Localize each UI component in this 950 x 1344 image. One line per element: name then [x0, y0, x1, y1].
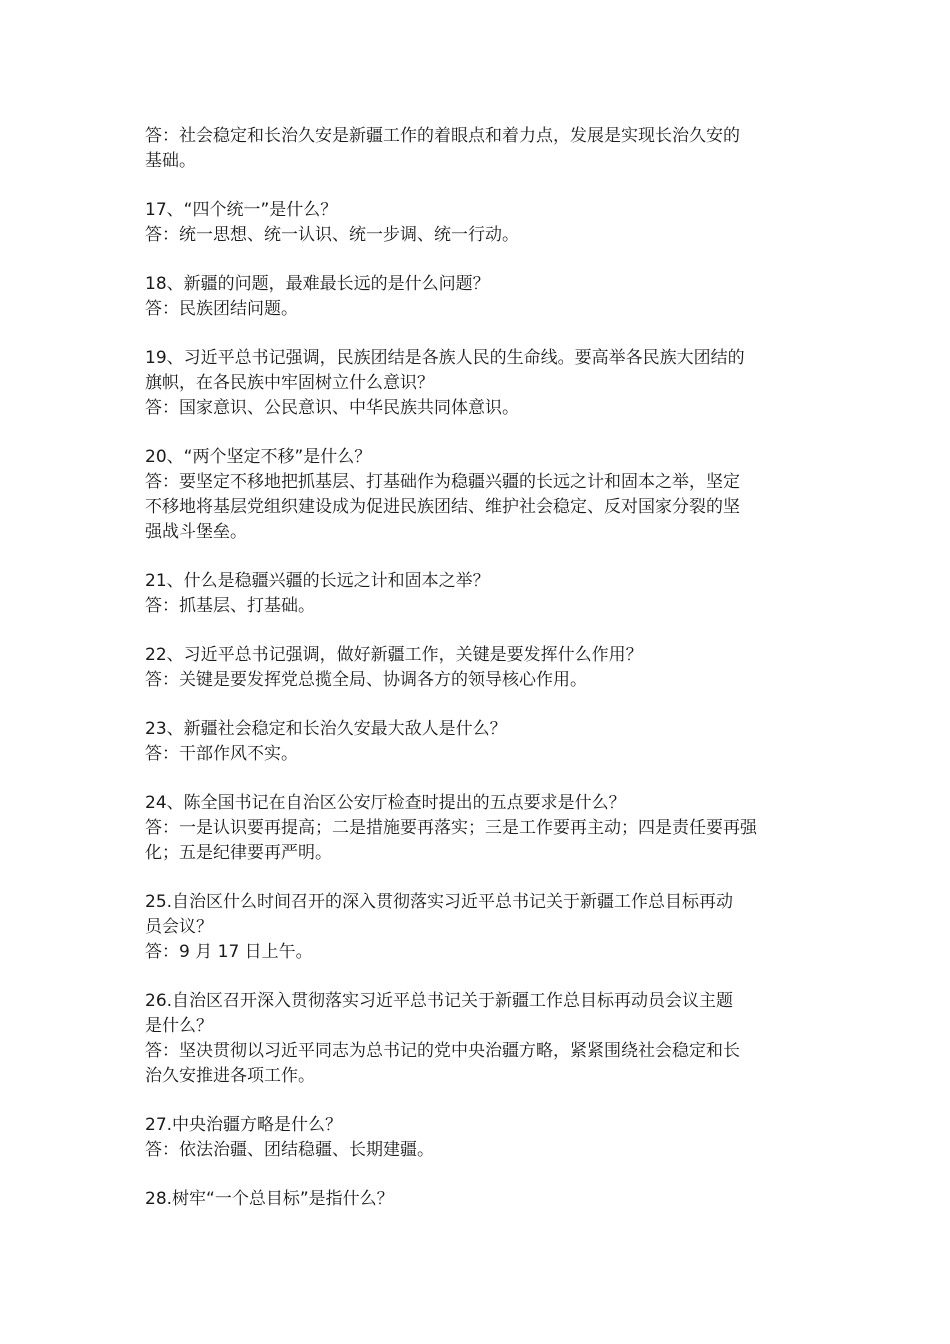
question-26: 26.自治区召开深入贯彻落实习近平总书记关于新疆工作总目标再动员会议主题 — [145, 991, 734, 1011]
document-page — [145, 124, 825, 1236]
answer-23: 答：干部作风不实。 — [145, 744, 298, 764]
qa-19 — [145, 346, 825, 421]
qa-21 — [145, 569, 825, 619]
qa-27 — [145, 1113, 825, 1163]
text-line: 答：社会稳定和长治久安是新疆工作的着眼点和着力点，发展是实现长治久安的 — [145, 126, 740, 146]
answer-20: 强战斗堡垒。 — [145, 522, 247, 542]
answer-21: 答：抓基层、打基础。 — [145, 596, 315, 616]
answer-20: 答：要坚定不移地把抓基层、打基础作为稳疆兴疆的长远之计和固本之举，坚定 — [145, 472, 740, 492]
question-19: 19、习近平总书记强调，民族团结是各族人民的生命线。要高举各民族大团结的 — [145, 348, 745, 368]
question-28: 28.树牢“一个总目标”是指什么？ — [145, 1189, 394, 1209]
question-27: 27.中央治疆方略是什么？ — [145, 1115, 343, 1135]
question-21: 21、什么是稳疆兴疆的长远之计和固本之举？ — [145, 571, 490, 591]
question-25: 员会议？ — [145, 917, 213, 937]
answer-27: 答：依法治疆、团结稳疆、长期建疆。 — [145, 1140, 434, 1160]
question-18: 18、新疆的问题，最难最长远的是什么问题？ — [145, 274, 490, 294]
answer-20: 不移地将基层党组织建设成为促进民族团结、维护社会稳定、反对国家分裂的坚 — [145, 497, 740, 517]
qa-20 — [145, 445, 825, 545]
answer-26: 答：坚决贯彻以习近平同志为总书记的党中央治疆方略，紧紧围绕社会稳定和长 — [145, 1041, 740, 1061]
answer-26: 治久安推进各项工作。 — [145, 1066, 315, 1086]
question-24: 24、陈全国书记在自治区公安厅检查时提出的五点要求是什么？ — [145, 793, 626, 813]
question-19: 旗帜，在各民族中牢固树立什么意识？ — [145, 373, 434, 393]
qa-24 — [145, 791, 825, 866]
text-line: 基础。 — [145, 151, 196, 171]
qa-18 — [145, 272, 825, 322]
question-26: 是什么？ — [145, 1016, 213, 1036]
answer-24: 化；五是纪律要再严明。 — [145, 843, 332, 863]
answer-18: 答：民族团结问题。 — [145, 299, 298, 319]
answer-22: 答：关键是要发挥党总揽全局、协调各方的领导核心作用。 — [145, 670, 587, 690]
qa-25 — [145, 890, 825, 965]
question-23: 23、新疆社会稳定和长治久安最大敌人是什么？ — [145, 719, 507, 739]
qa-23 — [145, 717, 825, 767]
qa-28 — [145, 1187, 825, 1212]
qa-26 — [145, 989, 825, 1089]
answer-17: 答：统一思想、统一认识、统一步调、统一行动。 — [145, 225, 519, 245]
question-25: 25.自治区什么时间召开的深入贯彻落实习近平总书记关于新疆工作总目标再动 — [145, 892, 734, 912]
answer-24: 答：一是认识要再提高；二是措施要再落实；三是工作要再主动；四是责任要再强 — [145, 818, 757, 838]
qa-22 — [145, 643, 825, 693]
question-22: 22、习近平总书记强调，做好新疆工作，关键是要发挥什么作用？ — [145, 645, 643, 665]
answer-19: 答：国家意识、公民意识、中华民族共同体意识。 — [145, 398, 519, 418]
qa-17 — [145, 198, 825, 248]
answer-25: 答：9 月 17 日上午。 — [145, 942, 313, 962]
question-20: 20、“两个坚定不移”是什么？ — [145, 447, 372, 467]
question-17: 17、“四个统一”是什么？ — [145, 200, 338, 220]
answer-16 — [145, 124, 825, 174]
